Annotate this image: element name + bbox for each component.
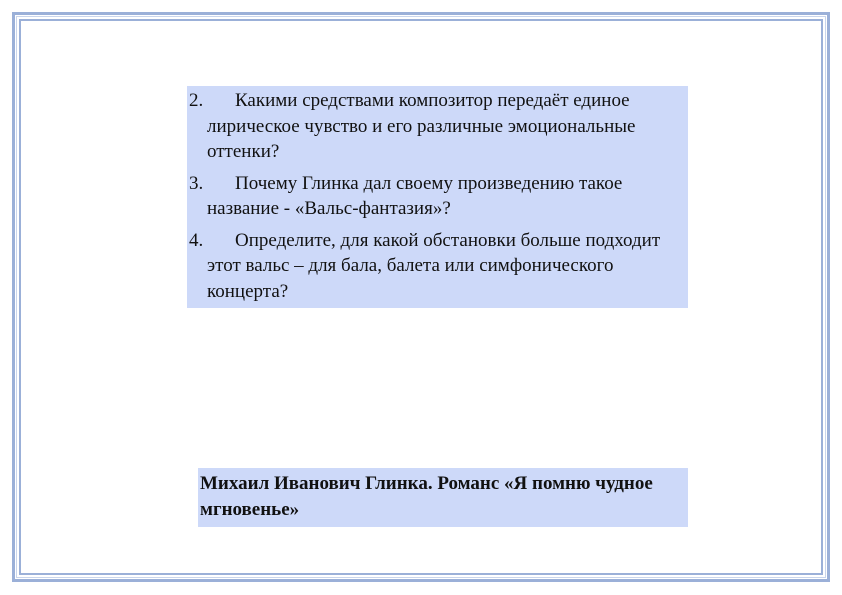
question-item — [189, 228, 682, 305]
question-text: Определите, для какой обстановки больше подходит этот вальс – для бала, балета или симфонического концерта? — [207, 229, 661, 302]
question-number: 4. — [189, 229, 204, 251]
question-item — [189, 171, 682, 222]
question-number: 2. — [189, 90, 204, 111]
romance-caption: Михаил Иванович Глинка. Романс «Я помню чудное мгновенье» — [198, 468, 688, 527]
questions-block — [187, 86, 688, 308]
question-item — [189, 88, 682, 165]
question-text: Какими средствами композитор передаёт единое лирическое чувство и его различные эмоциональные оттенки? — [207, 90, 636, 162]
question-number: 3. — [189, 172, 204, 194]
question-text: Почему Глинка дал своему произведению такое название - «Вальс-фантазия»? — [207, 172, 623, 219]
